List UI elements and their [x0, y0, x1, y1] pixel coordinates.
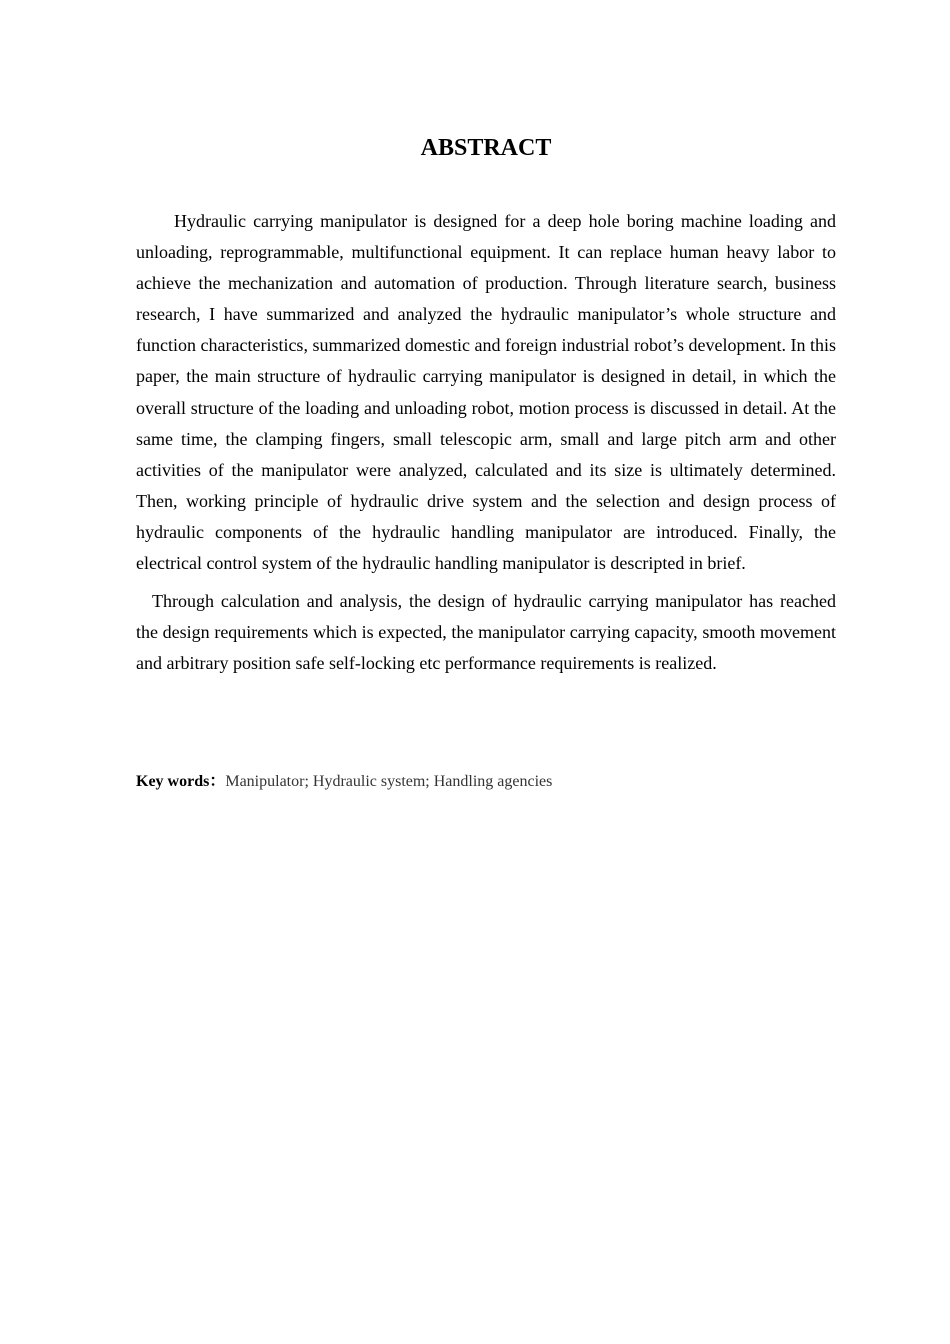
abstract-paragraph-1: Hydraulic carrying manipulator is designed for a deep hole boring machine loading and unloading, reprogrammable, multifunctional equipment. It can replace human heavy labor to achieve the mechanization and automation of production. Through literature search, business research, I have summarized and analyzed the hydraulic manipulator’s whole structure and function characteristics, summarized domestic and foreign industrial robot’s development. In this paper, the main structure of hydraulic carrying manipulator is designed in detail, in which the overall structure of the loading and unloading robot, motion process is discussed in detail. At the same time, the clamping fingers, small telescopic arm, small and large pitch arm and other activities of the manipulator were analyzed, calculated and its size is ultimately determined. Then, working principle of hydraulic drive system and the selection and design process of hydraulic components of the hydraulic handling manipulator are introduced. Finally, the electrical control system of the hydraulic handling manipulator is descripted in brief. [136, 211, 836, 574]
keywords-values: Manipulator; Hydraulic system; Handling agencies [225, 773, 553, 790]
abstract-body [136, 206, 836, 679]
abstract-title: ABSTRACT [420, 135, 552, 161]
abstract-paragraph-2: Through calculation and analysis, the design of hydraulic carrying manipulator has reached the design requirements which is expected, the manipulator carrying capacity, smooth movement and arbitrary position safe self-locking etc performance requirements is realized. [136, 591, 836, 674]
keywords-label: Key words： [136, 773, 226, 790]
keywords-line [136, 771, 836, 793]
